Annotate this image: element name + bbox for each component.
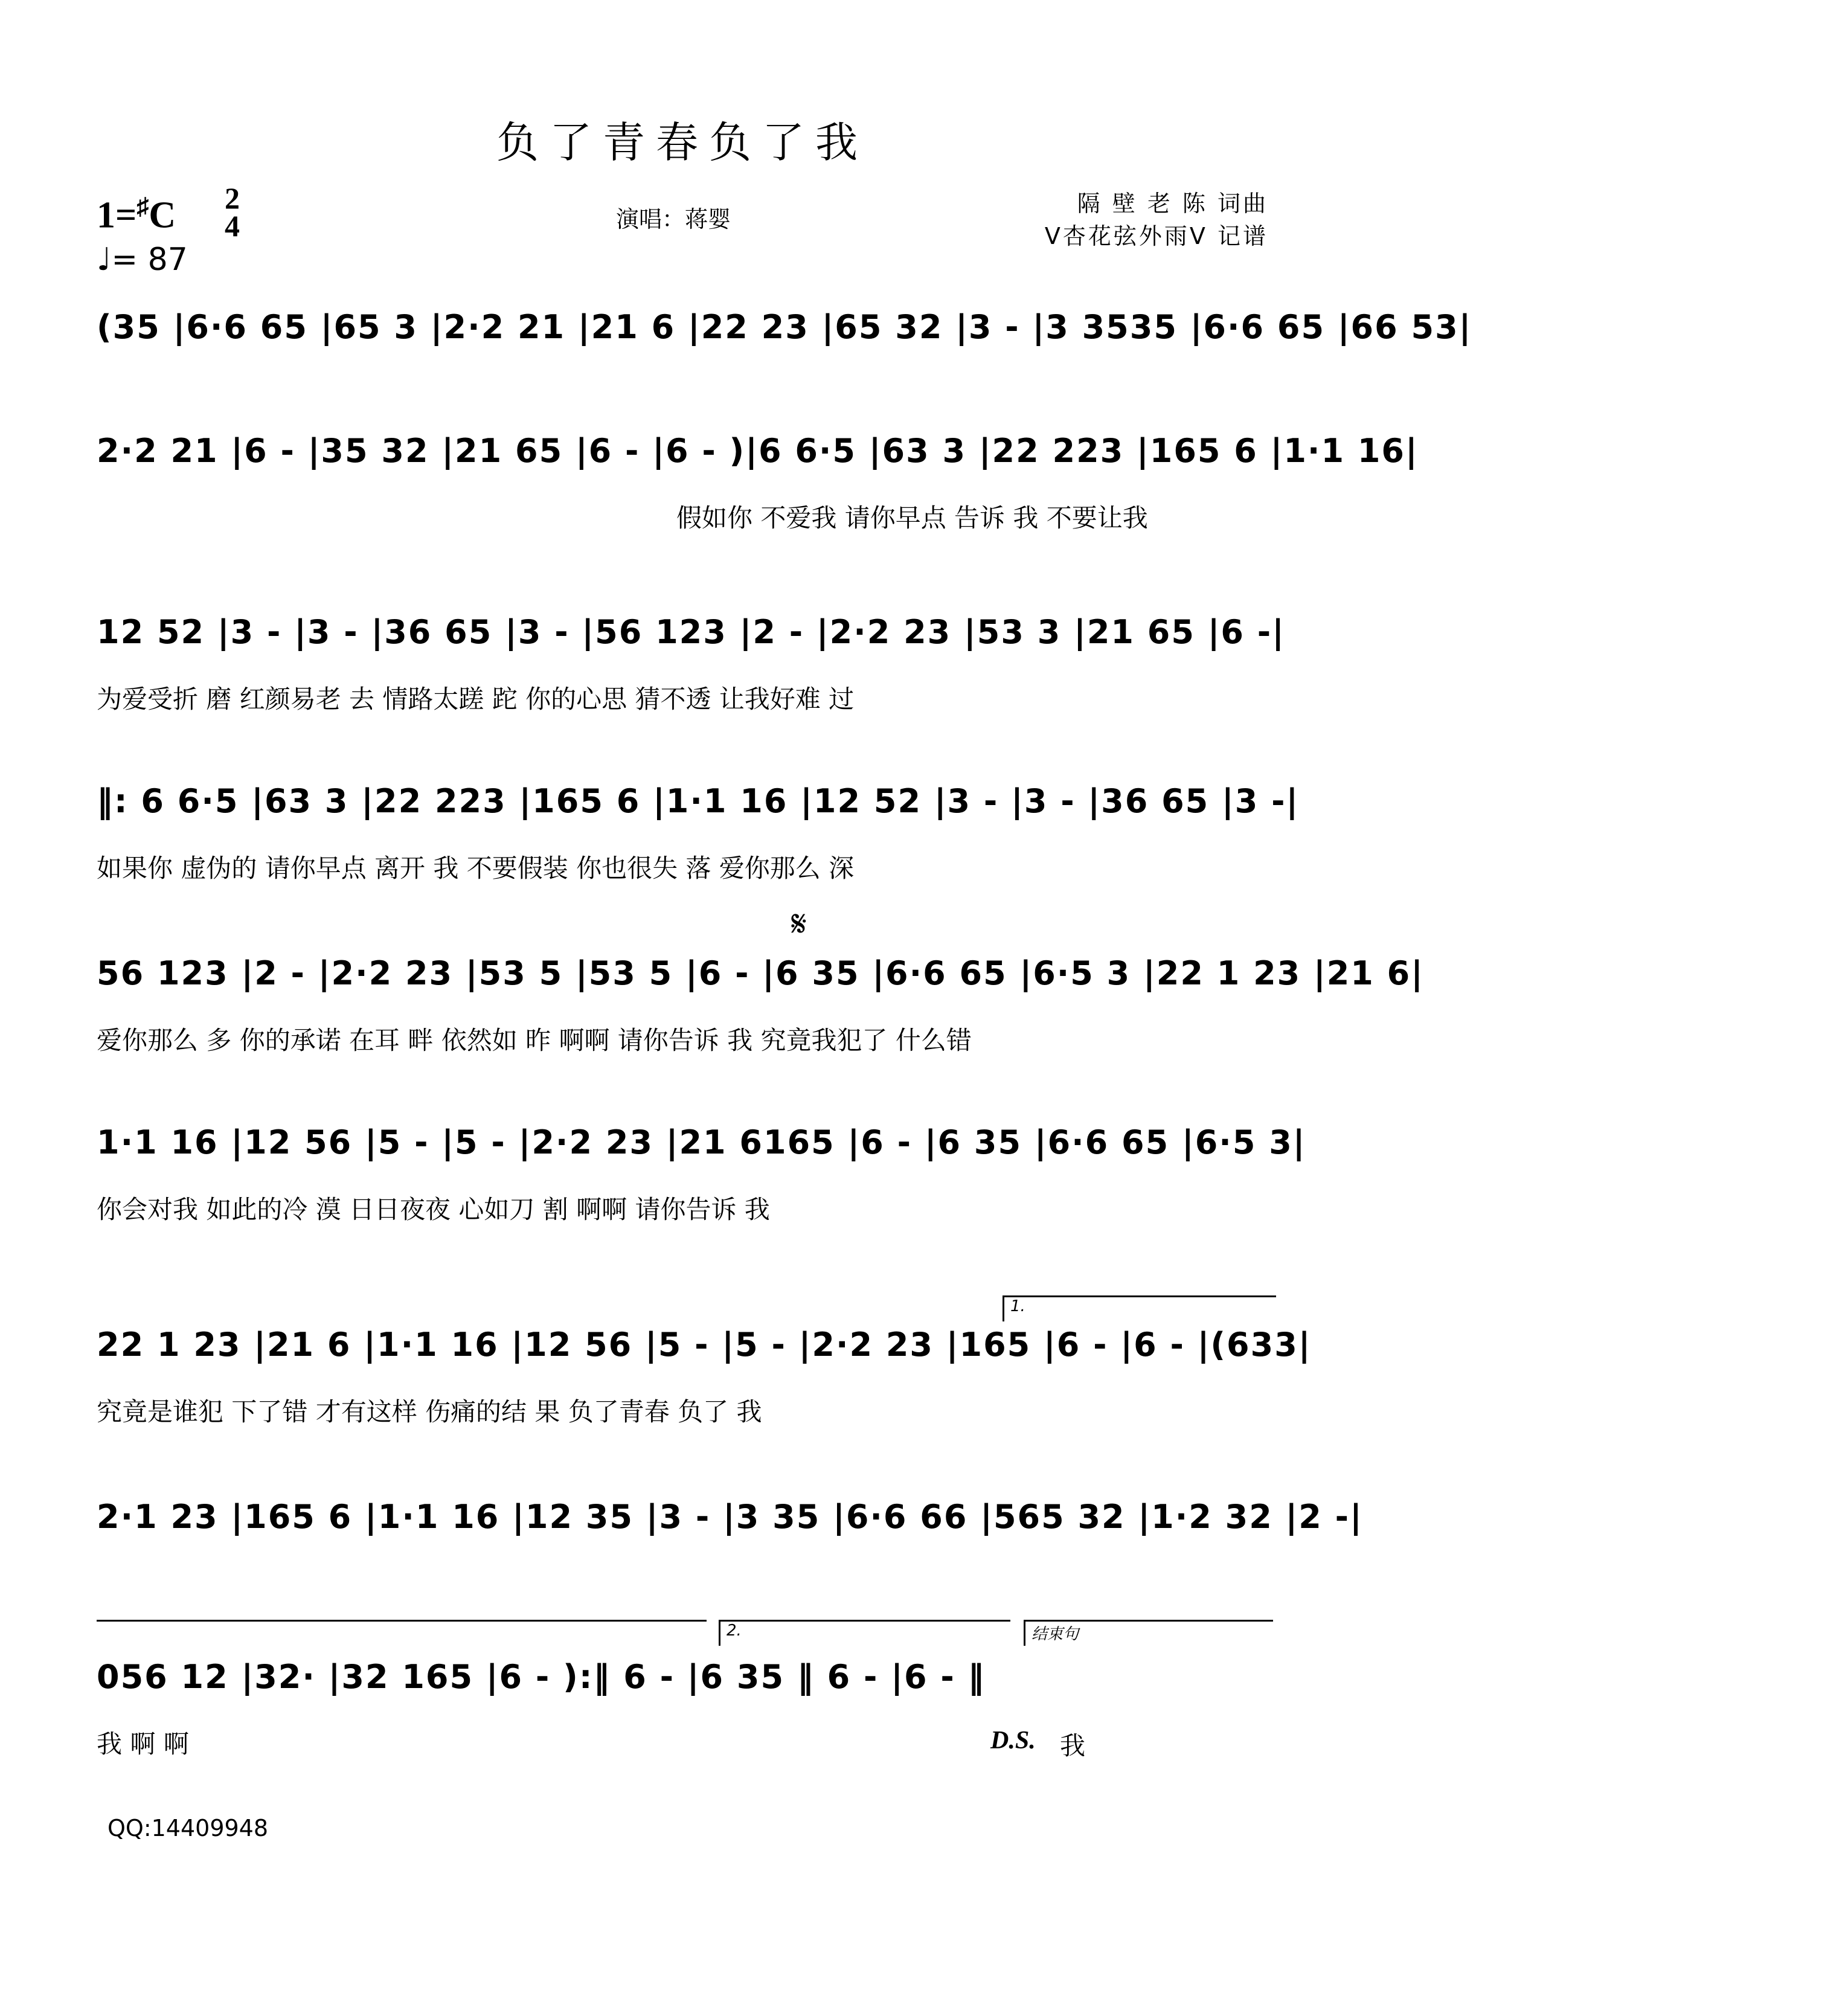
song-title: 负了青春负了我 (496, 118, 868, 167)
notation-line: 2·2 21 |6 - |35 32 |21 65 |6 - |6 - )|6 6·5 |63 3 |22 223 |165 6 |1·1 16| (97, 432, 1419, 470)
score-row-9 (97, 1658, 1268, 1785)
time-signature (225, 181, 240, 243)
lyricist-composer-credit: 隔 壁 老 陈 词曲 (1077, 190, 1268, 217)
repeat-bracket-line (97, 1620, 707, 1622)
lyrics-line: 如果你 虚伪的 请你早点 离开 我 不要假装 你也很失 落 爱你那么 深 (97, 853, 855, 883)
sharp-symbol: ♯ (136, 193, 149, 220)
notation-line: (35 |6·6 65 |65 3 |2·2 21 |21 6 |22 23 |65 32 |3 - |3 3535 |6·6 65 |66 53| (97, 308, 1472, 346)
score-row-6 (97, 1123, 1306, 1250)
singer-credit: 演唱：蒋婴 (616, 206, 731, 233)
lyrics-line: 爱你那么 多 你的承诺 在耳 畔 依然如 昨 啊啊 请你告诉 我 究竟我犯了 什么错 (97, 1025, 972, 1055)
footer-contact: QQ:14409948 (107, 1815, 269, 1841)
tempo-marking (97, 242, 188, 278)
ending-bracket: 结束句 (1024, 1620, 1273, 1646)
notation-line: ‖: 6 6·5 |63 3 |22 223 |165 6 |1·1 16 |12 52 |3 - |3 - |36 65 |3 -| (97, 782, 1300, 820)
lyrics-line: 为爱受折 磨 红颜易老 去 情路太蹉 跎 你的心思 猜不透 让我好难 过 (97, 684, 855, 714)
ds-marking: D.S. (990, 1727, 1036, 1754)
notation-line: 2·1 23 |165 6 |1·1 16 |12 35 |3 - |3 35 |6·6 66 |565 32 |1·2 32 |2 -| (97, 1498, 1363, 1536)
lyrics-line: 我 啊 啊 (97, 1729, 189, 1759)
notation-line: 56 123 |2 - |2·2 23 |53 5 |53 5 |6 - |6 35 |6·6 65 |6·5 3 |22 1 23 |21 6| (97, 954, 1424, 992)
time-signature-bottom: 4 (225, 209, 240, 243)
volta-2: 2. (719, 1620, 1010, 1646)
notation-line: 056 12 |32· |32 165 |6 - ):‖ 6 - |6 35 ‖ 6 - |6 - ‖ (97, 1658, 986, 1696)
key-letter: C (149, 194, 176, 236)
score-row-1 (97, 308, 1472, 435)
segno-icon: 𝄋 (791, 903, 807, 945)
notation-line: 12 52 |3 - |3 - |36 65 |3 - |56 123 |2 - |2·2 23 |53 3 |21 65 |6 -| (97, 613, 1285, 651)
tempo-text: = 87 (111, 242, 188, 278)
score-row-8 (97, 1498, 1363, 1625)
lyrics-line: 究竟是谁犯 下了错 才有这样 伤痛的结 果 负了青春 负了 我 (97, 1397, 762, 1427)
key-prefix: 1= (97, 194, 137, 236)
notation-line: 22 1 23 |21 6 |1·1 16 |12 56 |5 - |5 - |2·2 23 |165 |6 - |6 - |(633| (97, 1326, 1312, 1364)
score-row-4 (97, 782, 1300, 909)
lyrics-line (97, 374, 1268, 417)
lyrics-line: 假如你 不爱我 请你早点 告诉 我 不要让我 (676, 503, 1148, 533)
quarter-note-icon: ♩ (97, 242, 112, 278)
transcriber-credit: V杏花弦外雨V 记谱 (1044, 223, 1268, 249)
lyrics-line: 你会对我 如此的冷 漠 日日夜夜 心如刀 割 啊啊 请你告诉 我 (97, 1195, 770, 1224)
score-row-2 (97, 432, 1419, 559)
score-row-3 (97, 613, 1285, 740)
key-signature (97, 192, 176, 237)
score-row-5 (97, 954, 1424, 1081)
notation-line: 1·1 16 |12 56 |5 - |5 - |2·2 23 |21 6165 |6 - |6 35 |6·6 65 |6·5 3| (97, 1123, 1306, 1161)
time-signature-top: 2 (225, 181, 240, 215)
score-row-7 (97, 1326, 1312, 1452)
volta-1: 1. (1003, 1295, 1276, 1321)
ending-lyric: 我 (1060, 1731, 1086, 1761)
